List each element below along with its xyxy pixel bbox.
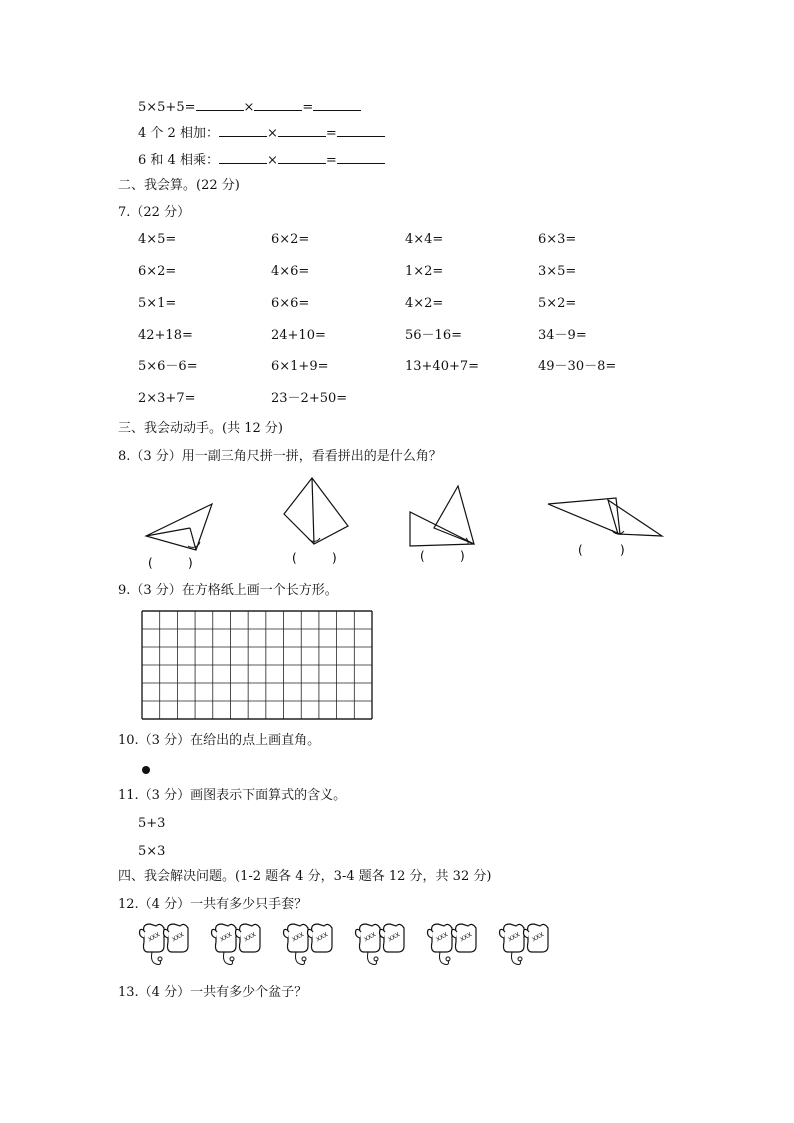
glove-pair-icon [210,922,264,970]
q8-figure-1 [140,498,220,570]
calc-row [138,231,698,249]
glove-pair-icon [498,922,552,970]
answer-paren-right: ) [620,543,625,557]
q6-line-3 [138,150,385,170]
calc-item: 42+18= [138,328,193,343]
section-3-title: 三、我会动动手。(共 12 分) [118,421,283,436]
calc-item: 49－30－8= [538,359,617,374]
calc-item: 4×6= [271,264,310,279]
answer-blank[interactable] [196,97,244,111]
q9-grid-paper[interactable] [142,611,372,719]
calc-item: 5×1= [138,296,177,311]
triangle-ruler [146,504,212,550]
q11-expression-1: 5+3 [138,816,166,831]
times-sign: × [243,100,255,115]
triangle-ruler [284,478,348,544]
ruler-edge [312,478,314,544]
calc-item: 6×6= [271,296,310,311]
answer-blank[interactable] [337,150,385,164]
calc-item: 4×2= [405,296,444,311]
ruler-edge [146,528,190,536]
q10-title: 10.（3 分）在给出的点上画直角。 [118,733,321,748]
svg-text:XXX: XXX [315,931,330,944]
answer-blank[interactable] [278,150,326,164]
glove-pair-icon [138,922,192,970]
q8-figure-3 [406,482,480,564]
svg-text:XXX: XXX [435,931,450,944]
svg-text:XXX: XXX [387,931,402,944]
calc-item: 5×6－6= [138,359,198,374]
section-4-title: 四、我会解决问题。(1-2 题各 4 分，3-4 题各 12 分，共 32 分) [118,869,492,884]
times-sign: × [266,126,278,141]
calc-item: 6×3= [538,232,577,247]
calc-row [138,263,698,281]
q8-figure-4 [544,494,664,560]
calc-item: 23－2+50= [271,391,348,406]
answer-paren-left: ( [578,543,583,557]
answer-paren-right: ) [332,551,337,565]
calc-item: 1×2= [405,264,444,279]
answer-paren-left: ( [148,556,153,570]
calc-item: 2×3+7= [138,391,196,406]
svg-text:XXX: XXX [459,931,474,944]
calc-row [138,295,698,313]
calc-item: 6×2= [271,232,310,247]
calc-item: 3×5= [538,264,577,279]
answer-blank[interactable] [219,150,267,164]
glove-pair-icon [354,922,408,970]
svg-text:XXX: XXX [219,931,234,944]
q11-title: 11.（3 分）画图表示下面算式的含义。 [118,788,347,803]
q7-title: 7.（22 分） [118,205,191,220]
answer-paren-left: ( [420,549,425,563]
calc-row [138,390,698,408]
calc-item: 5×2= [538,296,577,311]
svg-text:XXX: XXX [291,931,306,944]
answer-blank[interactable] [278,123,326,137]
svg-text:XXX: XXX [147,931,162,944]
q6-line-1-label: 5×5+5= [138,100,196,115]
equals-sign: = [325,153,337,168]
calc-item: 56－16= [405,328,462,343]
q11-expression-2: 5×3 [138,844,166,859]
answer-blank[interactable] [254,97,302,111]
q8-figure-2 [282,474,352,566]
q12-gloves-row [138,922,578,972]
answer-paren-right: ) [460,549,465,563]
calc-row [138,358,698,376]
q6-line-1 [138,97,361,117]
calc-row [138,327,698,345]
svg-text:XXX: XXX [171,931,186,944]
q9-title: 9.（3 分）在方格纸上画一个长方形。 [118,583,338,598]
glove-pair-icon [282,922,336,970]
triangle-ruler [410,512,474,546]
calc-item: 6×1+9= [271,359,329,374]
svg-text:XXX: XXX [363,931,378,944]
answer-blank[interactable] [219,123,267,137]
calc-item: 24+10= [271,328,326,343]
answer-paren-left: ( [292,551,297,565]
equals-sign: = [325,126,337,141]
q8-title: 8.（3 分）用一副三角尺拼一拼，看看拼出的是什么角？ [118,449,442,464]
q6-line-2 [138,123,385,143]
triangle-ruler [434,486,474,544]
svg-text:XXX: XXX [243,931,258,944]
answer-blank[interactable] [337,123,385,137]
triangle-ruler [608,500,662,536]
calc-item: 4×5= [138,232,177,247]
q12-title: 12.（4 分）一共有多少只手套？ [118,897,308,912]
times-sign: × [266,153,278,168]
answer-blank[interactable] [313,97,361,111]
vertex-dot[interactable] [142,766,150,774]
equals-sign: = [302,100,314,115]
answer-paren-right: ) [188,556,193,570]
q6-line-2-label: 4 个 2 相加： [138,126,219,141]
calc-item: 34－9= [538,328,587,343]
calc-item: 13+40+7= [405,359,480,374]
q13-title: 13.（4 分）一共有多少个盆子？ [118,985,308,1000]
svg-text:XXX: XXX [531,931,546,944]
q6-line-3-label: 6 和 4 相乘： [138,153,219,168]
calc-item: 4×4= [405,232,444,247]
glove-pair-icon [426,922,480,970]
calc-item: 6×2= [138,264,177,279]
svg-text:XXX: XXX [507,931,522,944]
q10-vertex-dot[interactable] [140,764,152,776]
section-2-title: 二、我会算。(22 分) [118,178,240,193]
